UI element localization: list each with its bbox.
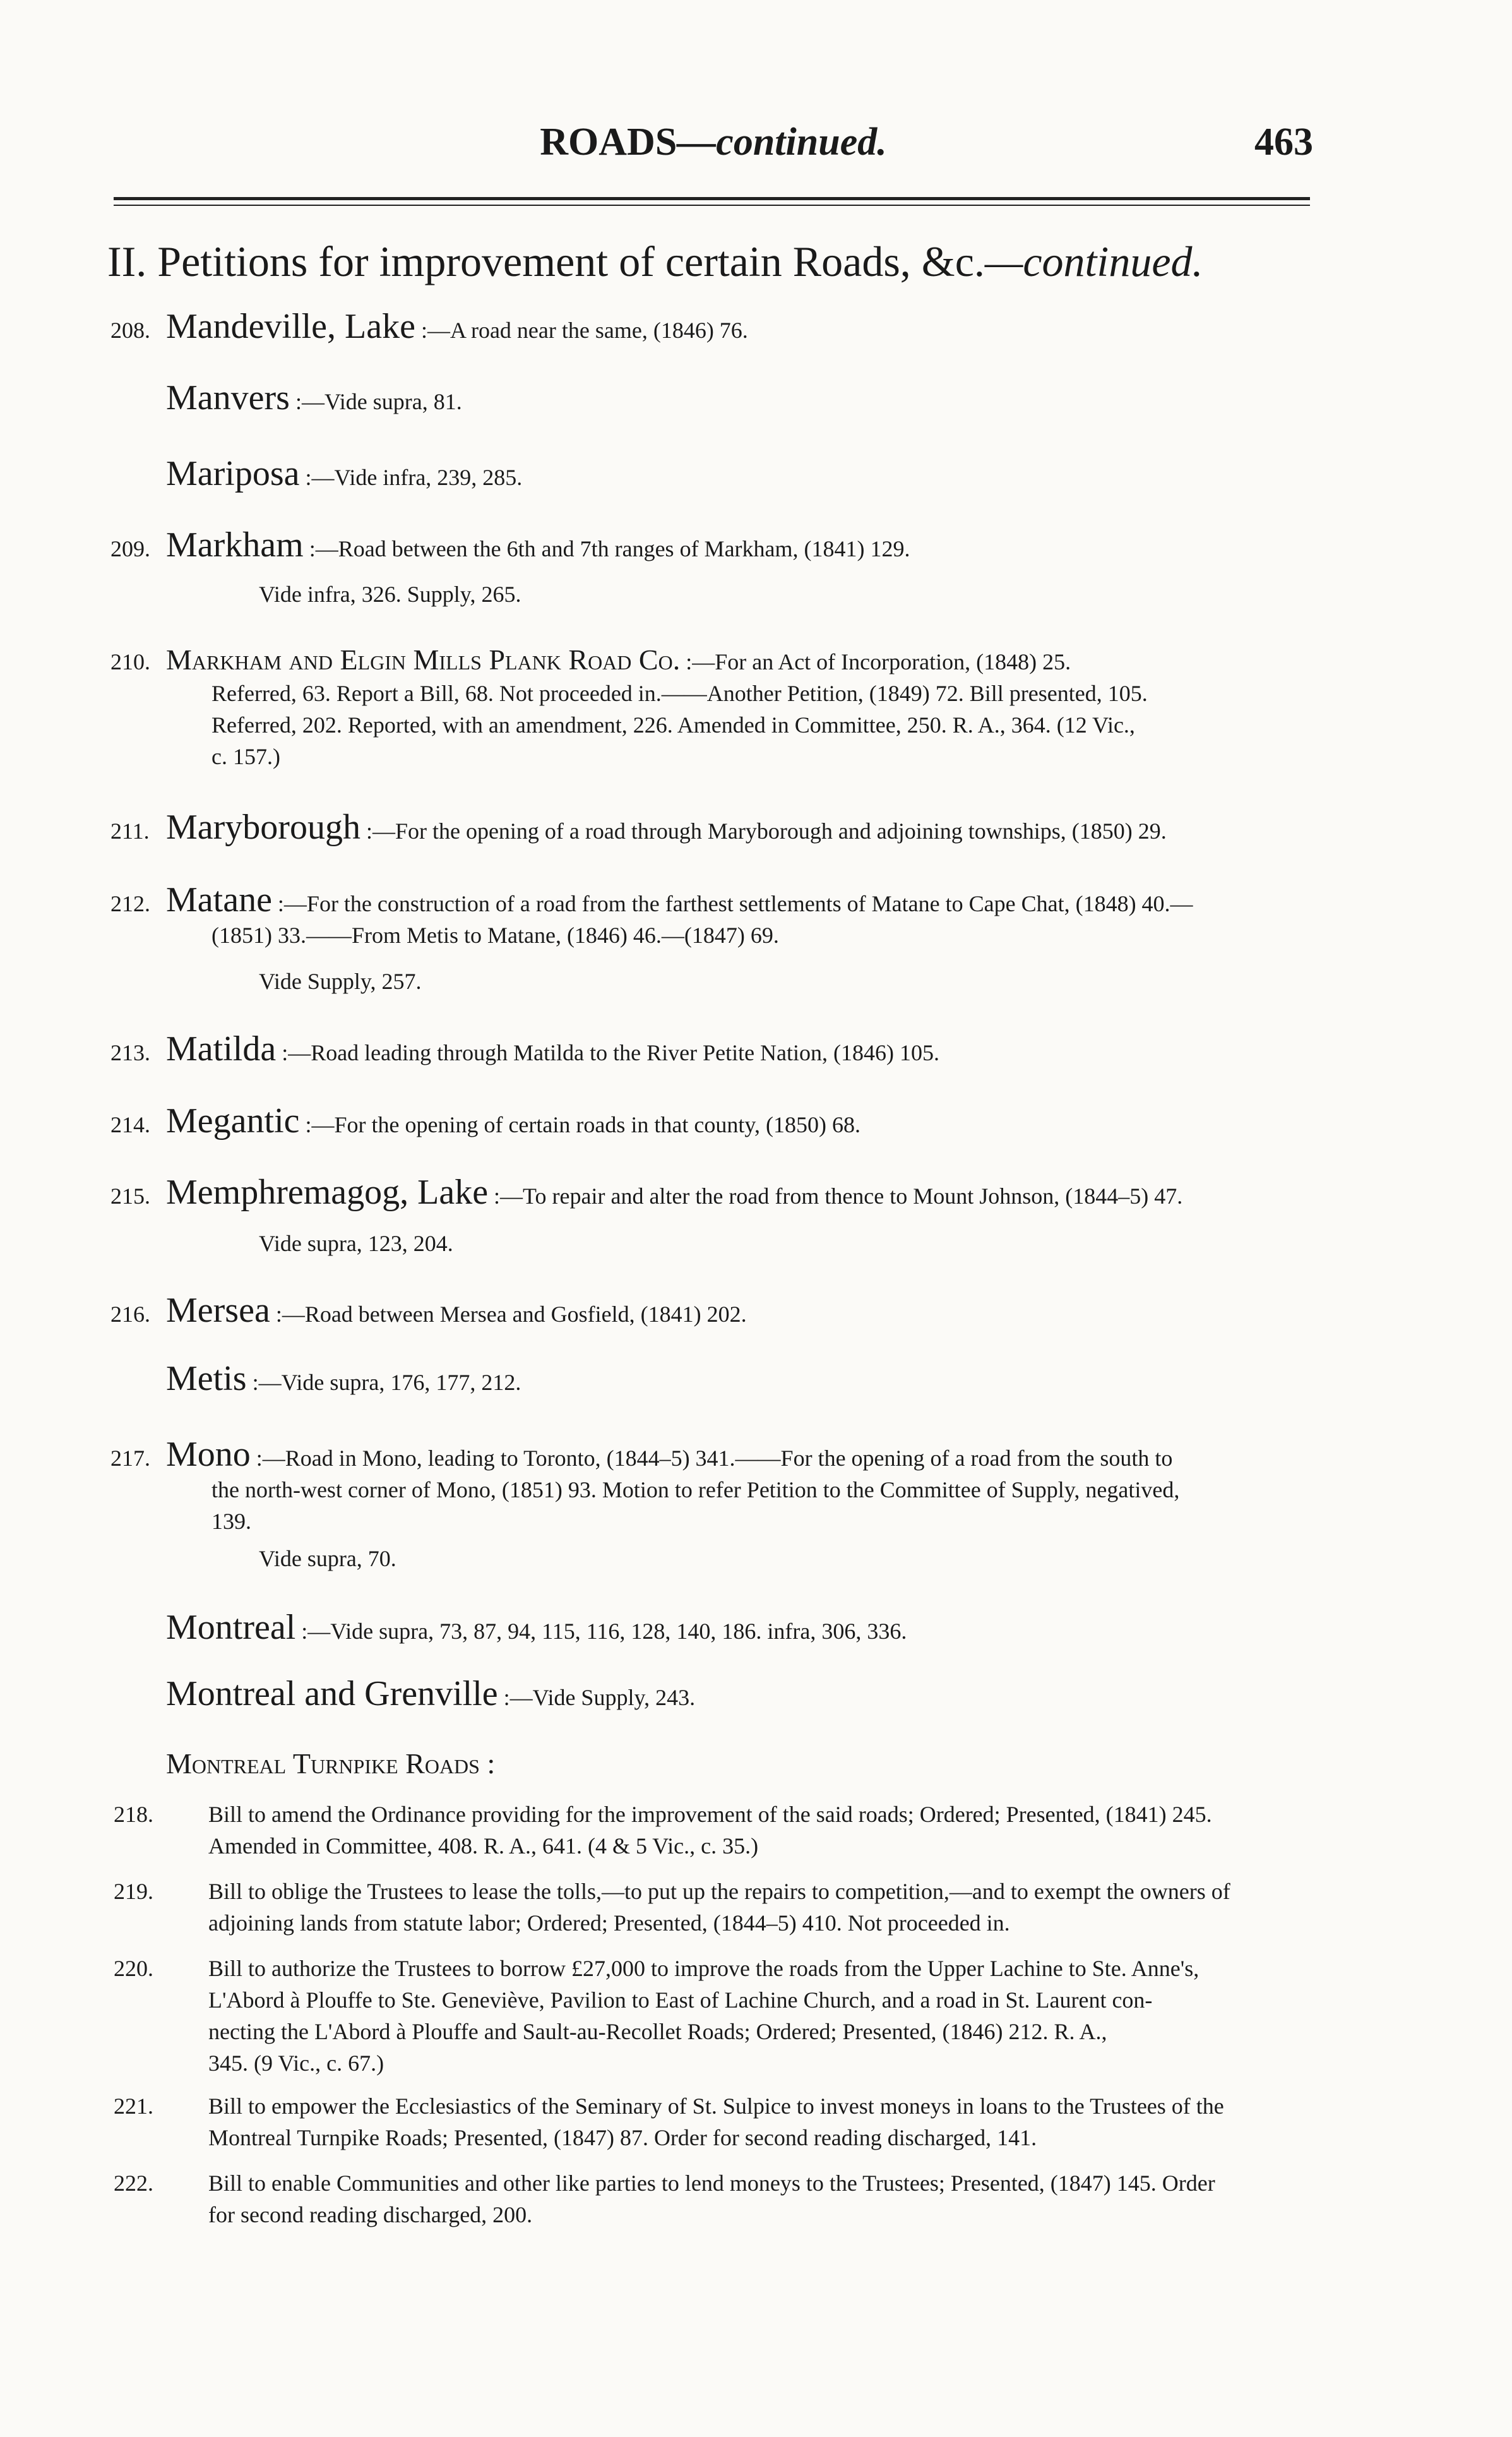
entry-text-line: the north-west corner of Mono, (1851) 93. Motion to refer Petition to the Committee of Supply, negatived, (211, 1477, 1180, 1502)
entry-manvers (110, 378, 1316, 417)
bill-220 (114, 1953, 1411, 2079)
bill-text: Bill to amend the Ordinance providing for the improvement of the said roads; Ordered; Presented, (1841) 245. (208, 1802, 1212, 1827)
bill-number: 218. (114, 1802, 153, 1827)
section-title: II. Petitions for improvement of certain Roads, &c.—continued. (107, 237, 1203, 285)
bill-text: L'Abord à Plouffe to Ste. Geneviève, Pavilion to East of Lachine Church, and a road in St. Laurent con- (208, 1987, 1153, 2013)
entry-number: 215. (110, 1183, 150, 1209)
bill-text: for second reading discharged, 200. (208, 2202, 533, 2227)
entry-number: 209. (110, 536, 150, 561)
entry-heading: Mariposa (166, 454, 300, 493)
page-header (114, 120, 1313, 171)
entry-text: :—For the opening of certain roads in that county, (1850) 68. (299, 1112, 860, 1137)
entry-metis (110, 1359, 1316, 1398)
bill-text: Bill to enable Communities and other like parties to lend moneys to the Trustees; Presented, (1847) 145. Order (208, 2171, 1215, 2196)
entry-heading: Mandeville, Lake (166, 307, 415, 346)
entry-montreal-turnpike (110, 1748, 1316, 1781)
bill-text: 345. (9 Vic., c. 67.) (208, 2051, 384, 2076)
entry-209-vide: Vide infra, 326. Supply, 265. (259, 582, 521, 607)
entry-text: :—Vide supra, 73, 87, 94, 115, 116, 128, 140, 186. infra, 306, 336. (295, 1619, 907, 1644)
entry-number: 210. (110, 649, 150, 674)
entry-213 (110, 1029, 1316, 1069)
entry-number: 213. (110, 1040, 150, 1065)
entry-number: 217. (110, 1446, 150, 1471)
entry-text: :—To repair and alter the road from thence to Mount Johnson, (1844–5) 47. (488, 1183, 1183, 1209)
page-number: 463 (1254, 121, 1313, 164)
bill-text: necting the L'Abord à Plouffe and Sault-au-Recollet Roads; Ordered; Presented, (1846) 212. R. A., (208, 2019, 1107, 2044)
entry-heading: Montreal and Grenville (166, 1674, 498, 1713)
bill-text: Bill to oblige the Trustees to lease the tolls,—to put up the repairs to competition,—and to exempt the owners of (208, 1879, 1230, 1904)
entry-text-line: (1851) 33.——From Metis to Matane, (1846) 46.—(1847) 69. (211, 923, 779, 948)
entry-heading: Montreal (166, 1608, 296, 1647)
entry-text: :—A road near the same, (1846) 76. (415, 318, 748, 343)
bill-218 (114, 1799, 1411, 1862)
entry-number: 214. (110, 1112, 150, 1137)
entry-heading: Manvers (166, 378, 290, 417)
entry-text: :—Road between Mersea and Gosfield, (1841) 202. (270, 1302, 747, 1327)
entry-heading: Matilda (166, 1029, 277, 1069)
entry-text: :—Road between the 6th and 7th ranges of Markham, (1841) 129. (303, 536, 910, 561)
bill-text: Bill to authorize the Trustees to borrow £27,000 to improve the roads from the Upper Lachine to Ste. Anne's, (208, 1956, 1199, 1981)
entry-number: 216. (110, 1302, 150, 1327)
entry-text: :—Vide supra, 176, 177, 212. (246, 1370, 521, 1395)
entry-montreal-grenville (110, 1674, 1316, 1713)
bill-text: Amended in Committee, 408. R. A., 641. (4 & 5 Vic., c. 35.) (208, 1833, 759, 1859)
entry-text: :—Road leading through Matilda to the River Petite Nation, (1846) 105. (276, 1040, 940, 1065)
entry-number: 211. (110, 818, 150, 844)
entry-heading: Metis (166, 1359, 247, 1398)
entry-217-vide: Vide supra, 70. (259, 1546, 396, 1571)
entry-heading: Matane (166, 880, 272, 919)
entry-mariposa (110, 454, 1316, 493)
entry-number: 212. (110, 891, 150, 916)
bill-number: 221. (114, 2093, 153, 2119)
entry-heading: Markham (166, 525, 304, 565)
bill-219 (114, 1876, 1411, 1939)
entry-heading: Markham and Elgin Mills Plank Road Co. (166, 644, 681, 676)
header-rule-thin (114, 205, 1310, 206)
entry-216 (110, 1291, 1316, 1330)
bill-text: adjoining lands from statute labor; Ordered; Presented, (1844–5) 410. Not proceeded in. (208, 1910, 1010, 1936)
entry-text: :—For the opening of a road through Maryborough and adjoining townships, (1850) 29. (360, 818, 1167, 844)
entry-text: :—For the construction of a road from the farthest settlements of Matane to Cape Chat, (1848) 40.— (271, 891, 1193, 916)
entry-heading: Megantic (166, 1101, 300, 1141)
entry-text-line: c. 157.) (211, 744, 280, 769)
entry-215-vide: Vide supra, 123, 204. (259, 1231, 453, 1256)
entry-212-vide: Vide Supply, 257. (259, 969, 422, 994)
bill-number: 220. (114, 1956, 153, 1981)
entry-208 (110, 307, 1316, 346)
entry-montreal (110, 1608, 1316, 1647)
header-rule-thick (114, 197, 1310, 200)
entry-text: :—Vide Supply, 243. (497, 1685, 696, 1710)
entry-209 (110, 525, 1316, 565)
entry-text: :—Road in Mono, leading to Toronto, (1844–5) 341.——For the opening of a road from the south to (250, 1446, 1173, 1471)
entry-text-line: 139. (211, 1509, 251, 1534)
entry-heading: Memphremagog, Lake (166, 1173, 489, 1212)
bill-number: 222. (114, 2171, 153, 2196)
entry-210 (110, 644, 1316, 772)
entry-217 (110, 1435, 1316, 1537)
entry-heading: Mono (166, 1435, 251, 1474)
entry-211 (110, 808, 1316, 847)
entry-heading: Montreal Turnpike Roads : (166, 1747, 496, 1780)
entry-text-line: Referred, 63. Report a Bill, 68. Not proceeded in.——Another Petition, (1849) 72. Bill presented, 105. (211, 681, 1148, 706)
entry-215 (110, 1173, 1316, 1212)
bill-221 (114, 2090, 1411, 2153)
entry-212 (110, 880, 1316, 951)
entry-number: 208. (110, 318, 150, 343)
entry-214 (110, 1101, 1316, 1141)
bill-text: Bill to empower the Ecclesiastics of the Seminary of St. Sulpice to invest moneys in loans to the Trustees of the (208, 2093, 1224, 2119)
entry-text: :—For an Act of Incorporation, (1848) 25. (680, 649, 1071, 674)
running-title: ROADS—continued. (540, 121, 887, 164)
entry-text: :—Vide infra, 239, 285. (299, 465, 523, 490)
bill-222 (114, 2167, 1411, 2230)
entry-heading: Mersea (166, 1291, 270, 1330)
bill-text: Montreal Turnpike Roads; Presented, (1847) 87. Order for second reading discharged, 141. (208, 2125, 1037, 2150)
bill-number: 219. (114, 1879, 153, 1904)
entry-text: :—Vide supra, 81. (289, 389, 462, 414)
entry-text-line: Referred, 202. Reported, with an amendment, 226. Amended in Committee, 250. R. A., 364. (12 Vic., (211, 712, 1135, 738)
entry-heading: Maryborough (166, 808, 360, 847)
